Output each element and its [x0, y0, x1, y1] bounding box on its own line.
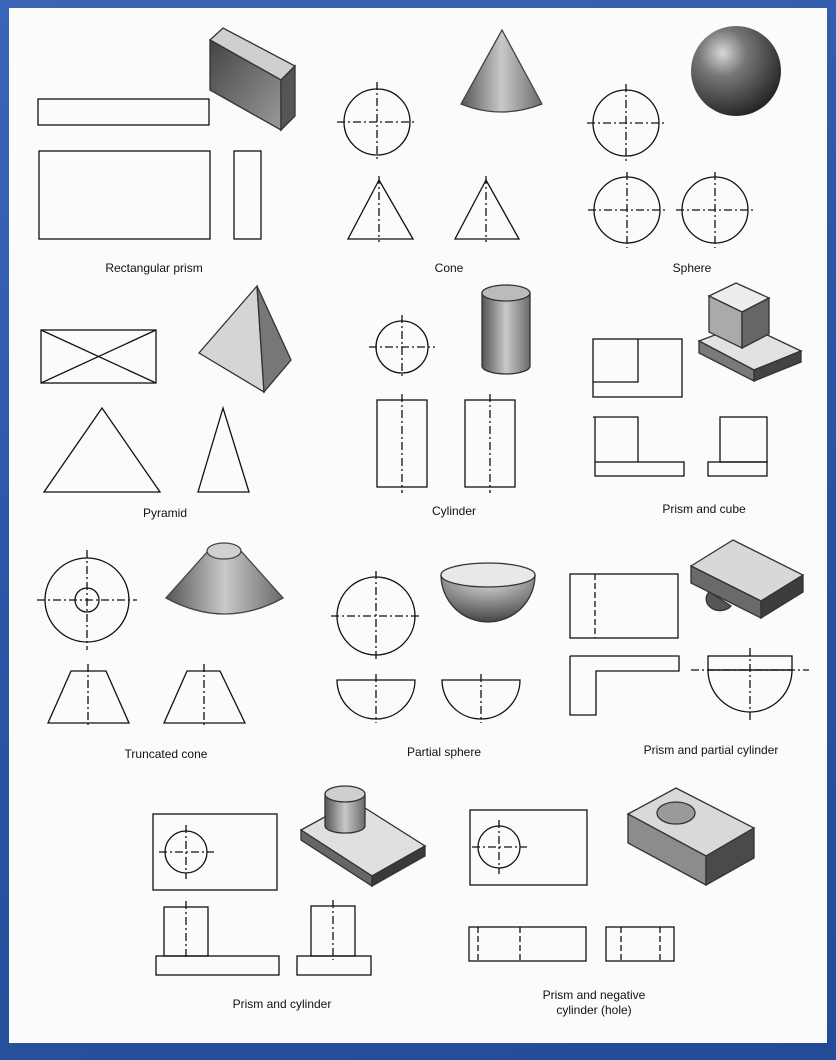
orthographic-drawings: [9, 8, 827, 1043]
cone-drawing: [337, 30, 542, 242]
prism-and-cube-drawing: [593, 283, 801, 476]
caption-pyramid: Pyramid: [142, 506, 187, 520]
cylinder-drawing: [369, 285, 530, 493]
sphere-drawing: [587, 26, 781, 248]
caption-sphere: Sphere: [672, 261, 712, 275]
prism-and-negative-cylinder-drawing: [469, 788, 754, 961]
pyramid-drawing: [41, 286, 291, 492]
caption-prism-and-negative-cylinder-line2: cylinder (hole): [556, 1003, 632, 1017]
drawing-sheet: [9, 8, 827, 1043]
caption-prism-and-partial-cylinder: Prism and partial cylinder: [643, 743, 779, 757]
caption-cone: Cone: [434, 261, 464, 275]
caption-prism-and-negative-cylinder: [524, 988, 664, 1018]
caption-cylinder: Cylinder: [431, 504, 476, 518]
caption-partial-sphere: Partial sphere: [406, 745, 482, 759]
caption-prism-and-negative-cylinder-line1: Prism and negative: [542, 988, 646, 1002]
caption-prism-and-cylinder: Prism and cylinder: [232, 997, 332, 1011]
partial-sphere-drawing: [331, 563, 535, 723]
rectangular-prism-drawing: [38, 28, 295, 239]
prism-and-cylinder-drawing: [153, 786, 425, 975]
caption-rectangular-prism: Rectangular prism: [105, 261, 203, 275]
prism-and-partial-cylinder-drawing: [570, 540, 809, 720]
caption-truncated-cone: Truncated cone: [124, 747, 208, 761]
truncated-cone-drawing: [37, 543, 283, 728]
caption-prism-and-cube: Prism and cube: [662, 502, 746, 516]
